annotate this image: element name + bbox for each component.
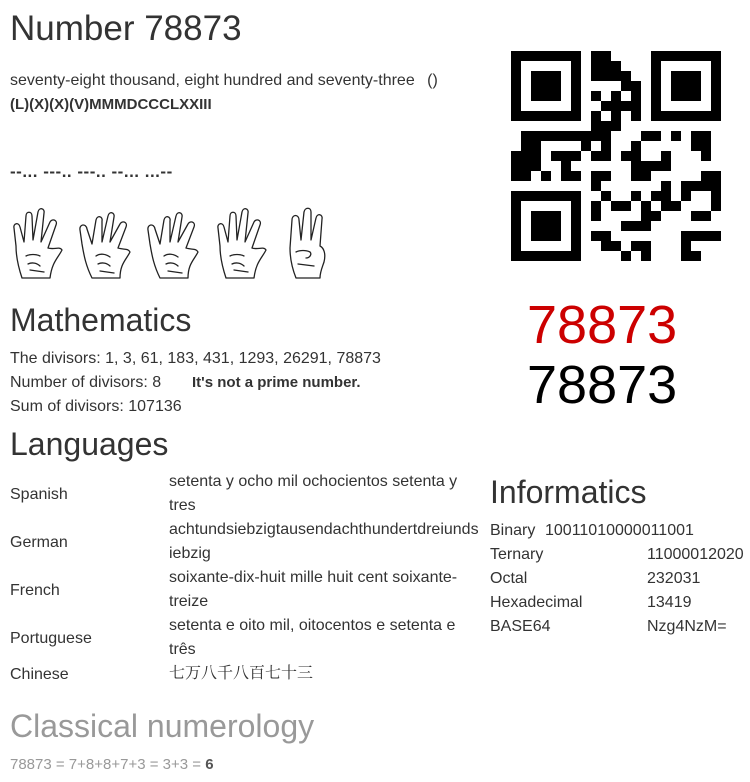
qr-module bbox=[591, 111, 601, 121]
qr-module bbox=[651, 81, 661, 91]
qr-module bbox=[551, 151, 561, 161]
base64-value: Nzg4NzM= bbox=[647, 618, 727, 635]
qr-module bbox=[691, 251, 701, 261]
qr-module bbox=[561, 251, 571, 261]
qr-module bbox=[591, 201, 601, 211]
qr-module bbox=[571, 221, 581, 231]
qr-module bbox=[651, 71, 661, 81]
qr-module bbox=[641, 221, 651, 231]
language-row bbox=[10, 614, 480, 662]
qr-module bbox=[531, 51, 541, 61]
qr-module bbox=[511, 211, 521, 221]
qr-module bbox=[681, 51, 691, 61]
qr-module bbox=[531, 221, 541, 231]
language-value: setenta e oito mil, oitocentos e setenta e três bbox=[169, 617, 456, 658]
qr-module bbox=[621, 221, 631, 231]
qr-module bbox=[651, 61, 661, 71]
qr-module bbox=[611, 111, 621, 121]
qr-module bbox=[531, 91, 541, 101]
qr-module bbox=[571, 71, 581, 81]
qr-module bbox=[591, 181, 601, 191]
qr-module bbox=[511, 151, 521, 161]
qr-module bbox=[611, 101, 621, 111]
divisor-count: Number of divisors: 8 bbox=[10, 374, 162, 391]
qr-module bbox=[701, 181, 711, 191]
qr-module bbox=[531, 251, 541, 261]
language-value: setenta y ocho mil ochocientos setenta y tres bbox=[169, 473, 458, 514]
roman-numeral: (L)(X)(X)(V)MMMDCCCLXXIII bbox=[10, 96, 212, 113]
qr-module bbox=[521, 171, 531, 181]
hand-signs bbox=[10, 206, 336, 280]
qr-module bbox=[571, 231, 581, 241]
qr-module bbox=[641, 211, 651, 221]
qr-module bbox=[531, 161, 541, 171]
qr-module bbox=[651, 191, 661, 201]
qr-module bbox=[691, 91, 701, 101]
qr-module bbox=[591, 151, 601, 161]
qr-module bbox=[541, 191, 551, 201]
numerology-result: 6 bbox=[205, 756, 214, 773]
qr-module bbox=[681, 191, 691, 201]
qr-module bbox=[681, 111, 691, 121]
qr-module bbox=[511, 241, 521, 251]
mathematics-heading: Mathematics bbox=[10, 302, 192, 338]
qr-module bbox=[551, 211, 561, 221]
qr-module bbox=[531, 81, 541, 91]
qr-module bbox=[591, 121, 601, 131]
qr-module bbox=[631, 81, 641, 91]
qr-module bbox=[651, 91, 661, 101]
qr-module bbox=[671, 81, 681, 91]
qr-module bbox=[541, 51, 551, 61]
qr-module bbox=[691, 211, 701, 221]
qr-module bbox=[601, 121, 611, 131]
qr-module bbox=[651, 211, 661, 221]
qr-module bbox=[671, 201, 681, 211]
qr-module bbox=[601, 131, 611, 141]
qr-module bbox=[651, 111, 661, 121]
qr-module bbox=[641, 251, 651, 261]
language-name: German bbox=[10, 534, 68, 551]
qr-module bbox=[561, 131, 571, 141]
number-words bbox=[10, 72, 438, 90]
qr-module bbox=[631, 101, 641, 111]
qr-module bbox=[571, 251, 581, 261]
qr-module bbox=[641, 131, 651, 141]
qr-module bbox=[681, 181, 691, 191]
language-row bbox=[10, 518, 480, 566]
qr-module bbox=[551, 131, 561, 141]
qr-module bbox=[651, 131, 661, 141]
base64-label: BASE64 bbox=[490, 618, 551, 635]
qr-module bbox=[691, 131, 701, 141]
qr-module bbox=[701, 151, 711, 161]
qr-module bbox=[541, 81, 551, 91]
qr-module bbox=[681, 71, 691, 81]
qr-module bbox=[561, 151, 571, 161]
language-name: Portuguese bbox=[10, 630, 92, 647]
qr-module bbox=[511, 231, 521, 241]
octal-label: Octal bbox=[490, 570, 528, 587]
qr-module bbox=[521, 111, 531, 121]
qr-module bbox=[701, 211, 711, 221]
qr-module bbox=[521, 51, 531, 61]
qr-module bbox=[571, 131, 581, 141]
qr-module bbox=[631, 141, 641, 151]
qr-module bbox=[621, 81, 631, 91]
qr-module bbox=[511, 91, 521, 101]
qr-module bbox=[711, 191, 721, 201]
qr-module bbox=[691, 231, 701, 241]
octal-value: 232031 bbox=[647, 570, 701, 587]
language-name: French bbox=[10, 582, 60, 599]
qr-module bbox=[631, 241, 641, 251]
qr-module bbox=[621, 101, 631, 111]
qr-module bbox=[531, 141, 541, 151]
qr-module bbox=[631, 151, 641, 161]
qr-module bbox=[641, 161, 651, 171]
qr-module bbox=[711, 201, 721, 211]
qr-module bbox=[711, 81, 721, 91]
qr-module bbox=[661, 201, 671, 211]
divisor-sum: Sum of divisors: 107136 bbox=[10, 398, 182, 415]
qr-module bbox=[601, 171, 611, 181]
qr-module bbox=[571, 101, 581, 111]
qr-module bbox=[601, 191, 611, 201]
qr-module bbox=[661, 111, 671, 121]
hexadecimal-value: 13419 bbox=[647, 594, 692, 611]
qr-module bbox=[601, 51, 611, 61]
qr-module bbox=[711, 71, 721, 81]
qr-module bbox=[511, 61, 521, 71]
qr-module bbox=[601, 151, 611, 161]
qr-module bbox=[571, 61, 581, 71]
qr-module bbox=[641, 201, 651, 211]
language-value: achtundsiebzigtausendachthundertdreiundsiebzig bbox=[169, 521, 479, 562]
hand-seven-icon bbox=[214, 206, 268, 280]
qr-module bbox=[601, 101, 611, 111]
qr-module bbox=[551, 221, 561, 231]
qr-module bbox=[691, 81, 701, 91]
hand-three-icon bbox=[282, 206, 336, 280]
qr-module bbox=[511, 191, 521, 201]
language-value: 七万八千八百七十三 bbox=[169, 665, 314, 682]
qr-module bbox=[631, 191, 641, 201]
qr-module bbox=[661, 191, 671, 201]
qr-module bbox=[541, 131, 551, 141]
qr-module bbox=[681, 251, 691, 261]
words-suffix: () bbox=[427, 72, 438, 89]
qr-module bbox=[651, 161, 661, 171]
qr-module bbox=[571, 151, 581, 161]
qr-module bbox=[521, 151, 531, 161]
qr-module bbox=[571, 111, 581, 121]
binary-label: Binary bbox=[490, 522, 536, 539]
qr-module bbox=[631, 91, 641, 101]
qr-module bbox=[701, 51, 711, 61]
qr-module bbox=[711, 91, 721, 101]
qr-module bbox=[671, 91, 681, 101]
qr-module bbox=[511, 201, 521, 211]
qr-module bbox=[711, 231, 721, 241]
qr-module bbox=[521, 141, 531, 151]
language-name: Chinese bbox=[10, 666, 69, 683]
binary-value: 10011010000011001 bbox=[545, 522, 694, 539]
qr-module bbox=[511, 251, 521, 261]
qr-module bbox=[531, 71, 541, 81]
qr-module bbox=[641, 241, 651, 251]
qr-module bbox=[691, 141, 701, 151]
qr-module bbox=[531, 131, 541, 141]
qr-module bbox=[541, 211, 551, 221]
qr-module bbox=[591, 171, 601, 181]
qr-module bbox=[591, 51, 601, 61]
ternary-label: Ternary bbox=[490, 546, 544, 563]
qr-module bbox=[511, 101, 521, 111]
qr-module bbox=[591, 71, 601, 81]
qr-module bbox=[651, 51, 661, 61]
qr-module bbox=[551, 231, 561, 241]
qr-module bbox=[601, 71, 611, 81]
qr-module bbox=[561, 51, 571, 61]
qr-module bbox=[611, 241, 621, 251]
divisors-list: The divisors: 1, 3, 61, 183, 431, 1293, 26291, 78873 bbox=[10, 350, 381, 367]
language-row bbox=[10, 470, 480, 518]
qr-module bbox=[571, 171, 581, 181]
qr-module bbox=[631, 171, 641, 181]
qr-module bbox=[511, 51, 521, 61]
qr-module bbox=[541, 231, 551, 241]
qr-module bbox=[681, 241, 691, 251]
qr-module bbox=[541, 71, 551, 81]
hand-eight-icon bbox=[146, 206, 200, 280]
page-title: Number 78873 bbox=[10, 9, 242, 48]
language-value: soixante-dix-huit mille huit cent soixante-treize bbox=[169, 569, 458, 610]
qr-module bbox=[511, 81, 521, 91]
qr-module bbox=[521, 161, 531, 171]
qr-module bbox=[551, 91, 561, 101]
qr-module bbox=[691, 181, 701, 191]
qr-module bbox=[591, 211, 601, 221]
qr-module bbox=[571, 81, 581, 91]
qr-module bbox=[551, 81, 561, 91]
qr-module bbox=[551, 111, 561, 121]
qr-module bbox=[631, 221, 641, 231]
qr-module bbox=[511, 71, 521, 81]
qr-module bbox=[701, 231, 711, 241]
qr-module bbox=[681, 231, 691, 241]
qr-module bbox=[711, 171, 721, 181]
qr-module bbox=[561, 191, 571, 201]
qr-module bbox=[551, 51, 561, 61]
qr-module bbox=[531, 111, 541, 121]
qr-module bbox=[621, 71, 631, 81]
numerology-expression: 78873 = 7+8+8+7+3 = 3+3 = bbox=[10, 756, 202, 773]
qr-module bbox=[571, 191, 581, 201]
language-row bbox=[10, 662, 480, 686]
hand-seven-icon bbox=[10, 206, 64, 280]
qr-module bbox=[571, 51, 581, 61]
qr-module bbox=[521, 131, 531, 141]
qr-module bbox=[601, 231, 611, 241]
qr-module bbox=[571, 91, 581, 101]
qr-module bbox=[621, 251, 631, 261]
qr-module bbox=[531, 151, 541, 161]
qr-module bbox=[631, 161, 641, 171]
qr-module bbox=[591, 231, 601, 241]
qr-module bbox=[711, 181, 721, 191]
hexadecimal-label: Hexadecimal bbox=[490, 594, 583, 611]
qr-module bbox=[601, 61, 611, 71]
qr-module bbox=[671, 51, 681, 61]
qr-module bbox=[531, 231, 541, 241]
qr-module bbox=[591, 131, 601, 141]
qr-module bbox=[651, 101, 661, 111]
qr-module bbox=[701, 141, 711, 151]
qr-module bbox=[621, 151, 631, 161]
number-display-red: 78873 bbox=[527, 295, 678, 355]
qr-module bbox=[561, 171, 571, 181]
qr-module bbox=[561, 111, 571, 121]
qr-module bbox=[661, 161, 671, 171]
qr-module bbox=[571, 201, 581, 211]
morse-code: --... ---.. ---.. --... ...-- bbox=[10, 162, 173, 181]
qr-module bbox=[511, 111, 521, 121]
qr-module bbox=[511, 171, 521, 181]
qr-module bbox=[531, 191, 541, 201]
number-display-black: 78873 bbox=[527, 355, 678, 415]
language-name: Spanish bbox=[10, 486, 68, 503]
language-row bbox=[10, 566, 480, 614]
qr-module bbox=[611, 61, 621, 71]
qr-module bbox=[661, 181, 671, 191]
qr-module bbox=[601, 141, 611, 151]
qr-code bbox=[511, 51, 721, 266]
qr-module bbox=[691, 111, 701, 121]
qr-module bbox=[561, 161, 571, 171]
qr-module bbox=[601, 241, 611, 251]
qr-module bbox=[681, 91, 691, 101]
qr-module bbox=[711, 111, 721, 121]
qr-module bbox=[631, 111, 641, 121]
numerology-formula bbox=[10, 756, 214, 773]
qr-module bbox=[671, 131, 681, 141]
qr-module bbox=[691, 71, 701, 81]
qr-module bbox=[541, 91, 551, 101]
qr-module bbox=[711, 51, 721, 61]
qr-module bbox=[691, 51, 701, 61]
qr-module bbox=[541, 221, 551, 231]
qr-module bbox=[511, 221, 521, 231]
languages-heading: Languages bbox=[10, 426, 169, 462]
qr-module bbox=[551, 191, 561, 201]
qr-module bbox=[551, 71, 561, 81]
qr-module bbox=[521, 251, 531, 261]
qr-module bbox=[711, 61, 721, 71]
qr-module bbox=[701, 171, 711, 181]
qr-module bbox=[621, 201, 631, 211]
qr-module bbox=[541, 171, 551, 181]
qr-module bbox=[551, 251, 561, 261]
qr-module bbox=[571, 211, 581, 221]
qr-module bbox=[661, 151, 671, 161]
qr-module bbox=[681, 81, 691, 91]
qr-module bbox=[611, 121, 621, 131]
qr-module bbox=[521, 191, 531, 201]
qr-module bbox=[611, 201, 621, 211]
qr-module bbox=[591, 91, 601, 101]
numerology-heading: Classical numerology bbox=[10, 708, 315, 744]
qr-module bbox=[711, 101, 721, 111]
hand-eight-icon bbox=[78, 206, 132, 280]
informatics-heading: Informatics bbox=[490, 474, 647, 510]
ternary-value: 11000012020 bbox=[647, 546, 744, 563]
qr-module bbox=[671, 111, 681, 121]
qr-module bbox=[541, 251, 551, 261]
qr-module bbox=[641, 171, 651, 181]
qr-module bbox=[581, 131, 591, 141]
words-text: seventy-eight thousand, eight hundred and seventy-three bbox=[10, 72, 415, 89]
qr-module bbox=[541, 111, 551, 121]
qr-module bbox=[701, 131, 711, 141]
qr-module bbox=[581, 141, 591, 151]
qr-module bbox=[701, 111, 711, 121]
qr-module bbox=[571, 241, 581, 251]
qr-module bbox=[591, 61, 601, 71]
qr-module bbox=[531, 211, 541, 221]
qr-module bbox=[671, 71, 681, 81]
qr-module bbox=[661, 51, 671, 61]
qr-module bbox=[611, 71, 621, 81]
qr-module bbox=[611, 91, 621, 101]
prime-status: It's not a prime number. bbox=[192, 374, 361, 391]
qr-module bbox=[511, 161, 521, 171]
